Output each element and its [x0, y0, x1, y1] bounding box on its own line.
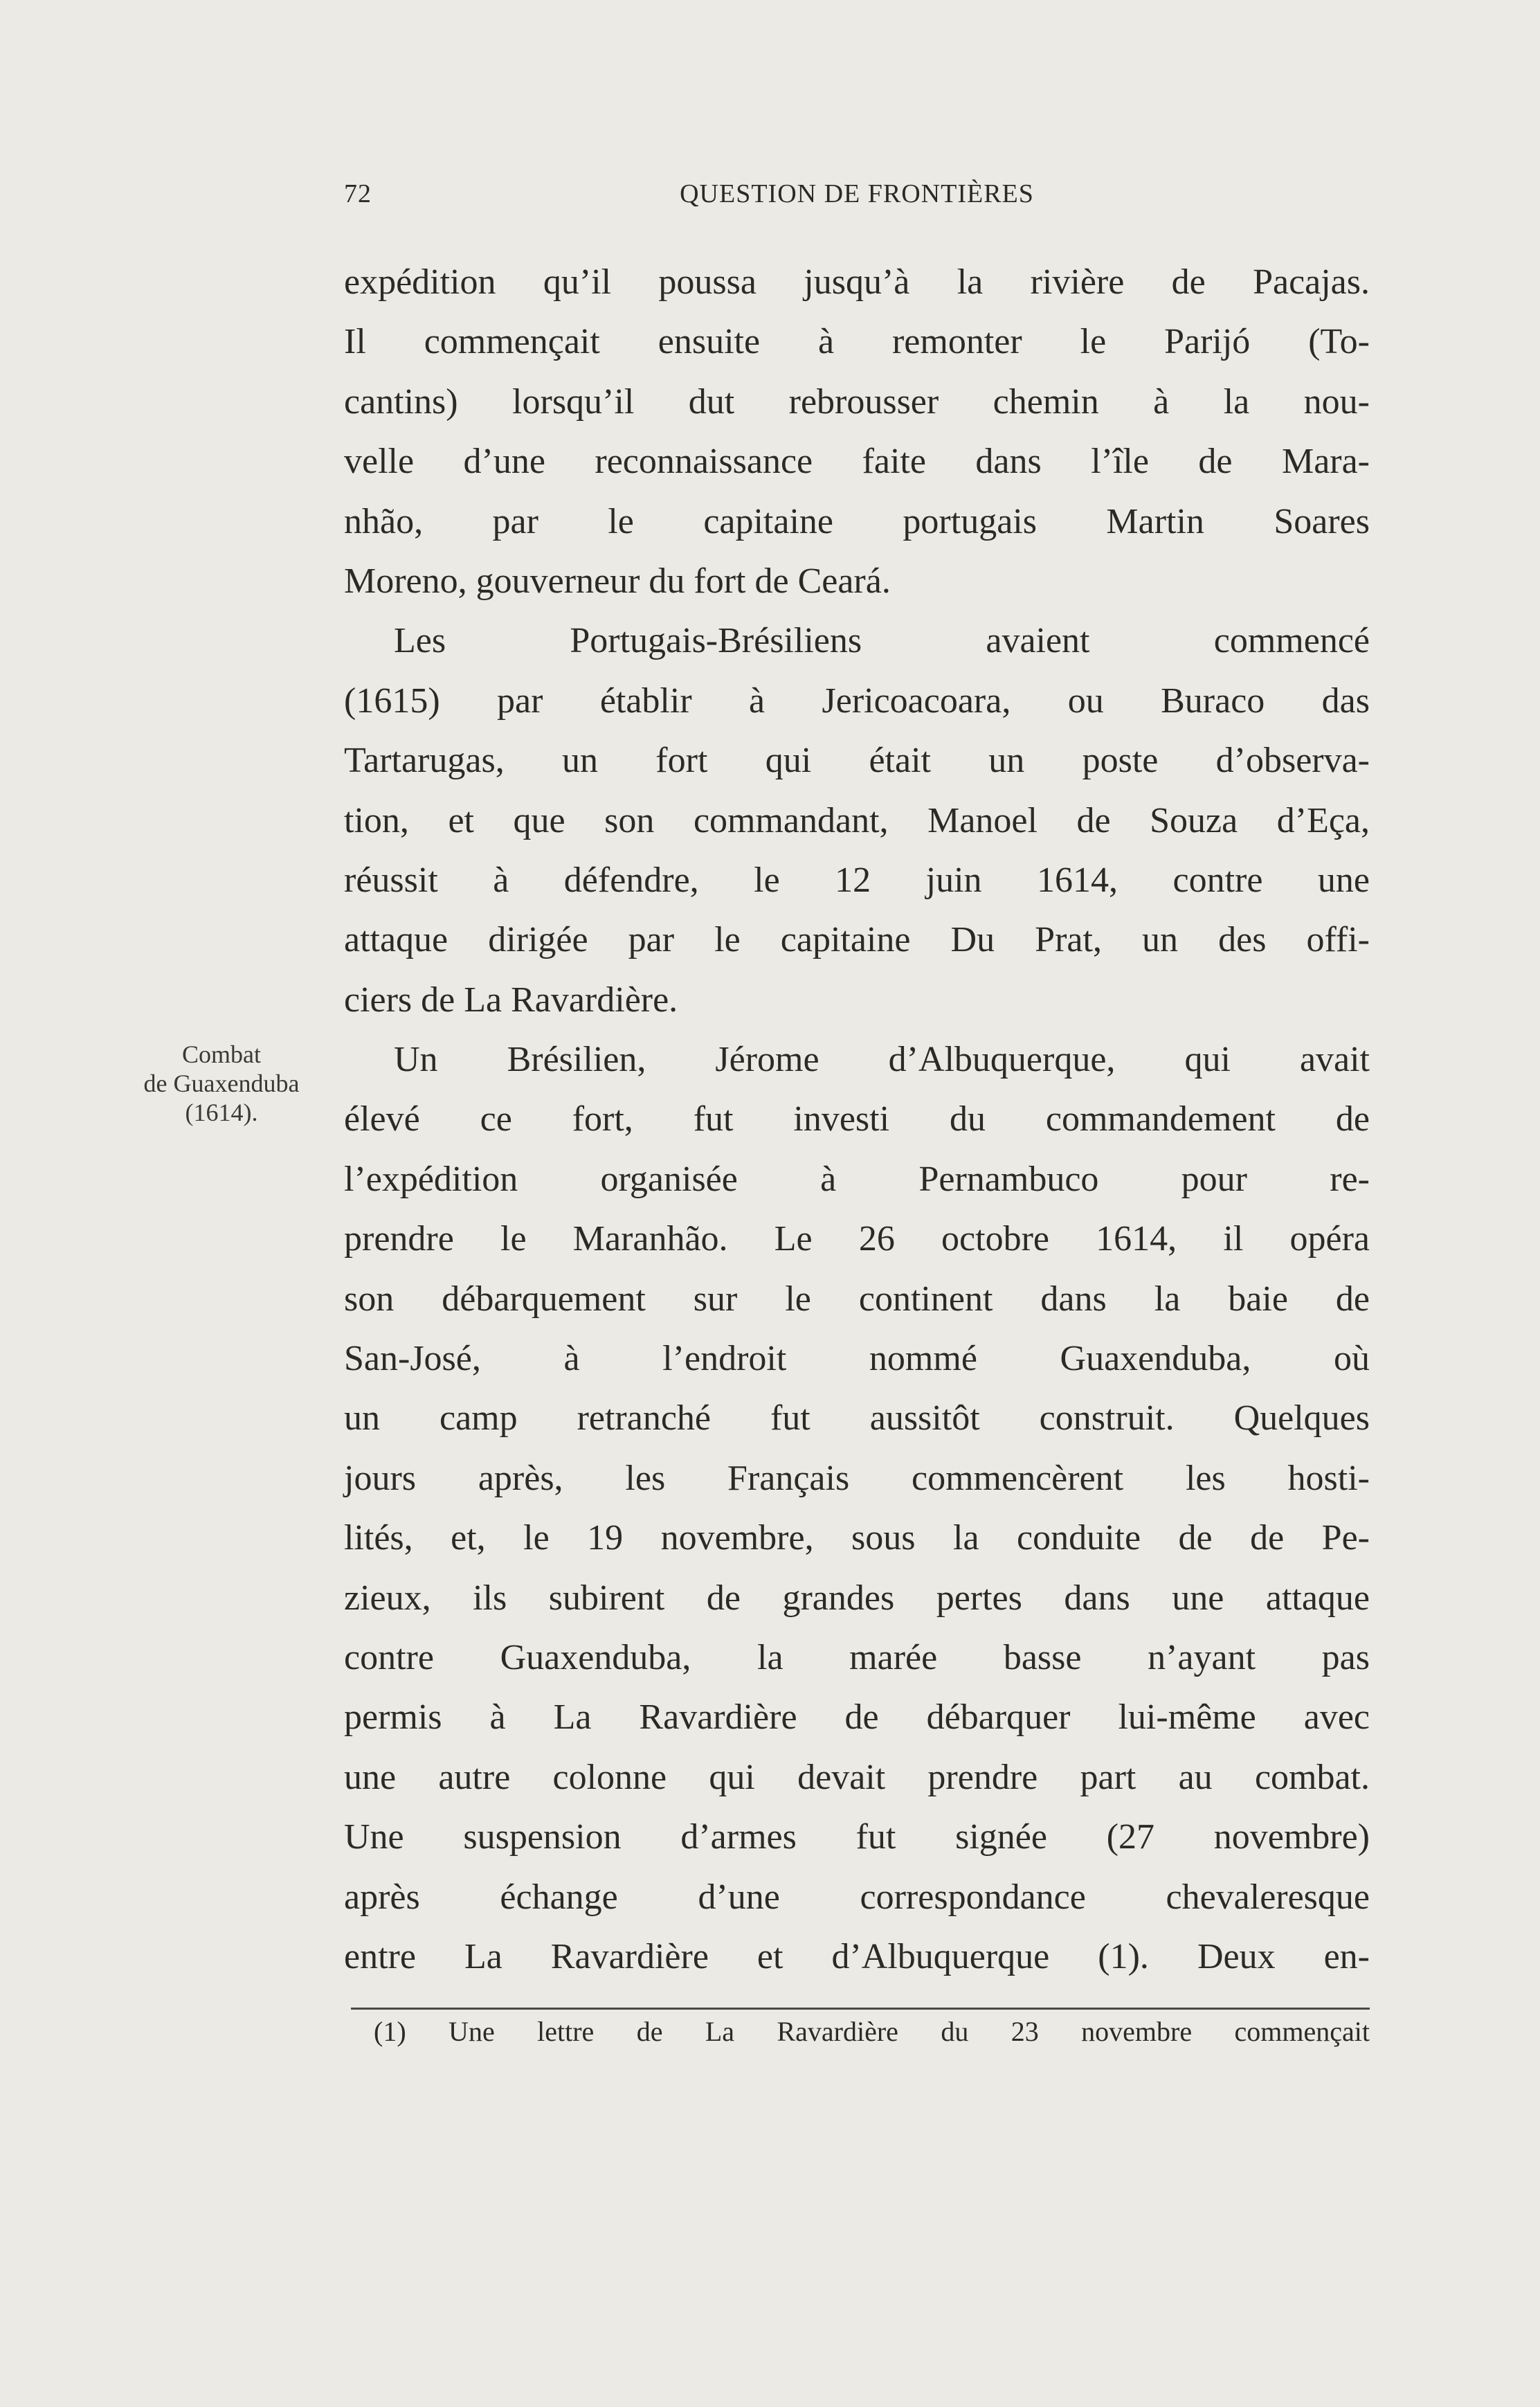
text-line: nhão, par le capitaine portugais Martin Soares [344, 501, 1370, 541]
text-line: prendre le Maranhão. Le 26 octobre 1614, il opéra [344, 1219, 1370, 1259]
text-line: son débarquement sur le continent dans la baie de [344, 1279, 1370, 1319]
text-line: Les Portugais-Brésiliens avaient commencé [394, 621, 1370, 661]
text-line: après échange d’une correspondance chevaleresque [344, 1877, 1370, 1917]
text-line: expédition qu’il poussa jusqu’à la rivière de Pacajas. [344, 262, 1370, 302]
text-line: un camp retranché fut aussitôt construit. Quelques [344, 1398, 1370, 1439]
text-line: contre Guaxenduba, la marée basse n’ayant pas [344, 1637, 1370, 1677]
text-line: l’expédition organisée à Pernambuco pour re- [344, 1159, 1370, 1199]
running-head [344, 179, 1370, 220]
text-line: tion, et que son commandant, Manoel de Souza d’Eça, [344, 800, 1370, 840]
margin-note-line: Combat [182, 1040, 261, 1068]
running-title: QUESTION DE FRONTIÈRES [680, 179, 1034, 208]
text-line: attaque dirigée par le capitaine Du Prat, un des offi- [344, 920, 1370, 960]
text-line: cantins) lorsqu’il dut rebrousser chemin à la nou- [344, 381, 1370, 422]
page-number: 72 [344, 179, 372, 208]
text-line: Un Brésilien, Jérome d’Albuquerque, qui avait [394, 1040, 1370, 1080]
text-line: lités, et, le 19 novembre, sous la conduite de de Pe- [344, 1518, 1370, 1558]
footnote-rule [351, 2008, 1370, 2010]
text-line: entre La Ravardière et d’Albuquerque (1). Deux en- [344, 1936, 1370, 1976]
text-line: Une suspension d’armes fut signée (27 novembre) [344, 1817, 1370, 1857]
text-line: (1615) par établir à Jericoacoara, ou Buraco das [344, 680, 1370, 721]
body-text [344, 253, 1370, 1987]
text-line: jours après, les Français commencèrent les hosti- [344, 1458, 1370, 1498]
text-line: Il commençait ensuite à remonter le Parijó (To- [344, 322, 1370, 362]
text-line: Moreno, gouverneur du fort de Ceará. [344, 561, 891, 601]
margin-note [118, 1040, 325, 1127]
text-line: réussit à défendre, le 12 juin 1614, contre une [344, 860, 1370, 900]
text-line: permis à La Ravardière de débarquer lui-même avec [344, 1697, 1370, 1738]
text-line: ciers de La Ravardière. [344, 980, 678, 1020]
margin-note-line: de Guaxenduba [143, 1070, 300, 1097]
footnote: (1) Une lettre de La Ravardière du 23 novembre commençait [374, 2016, 1370, 2047]
margin-note-line: (1614). [185, 1099, 258, 1126]
text-line: Tartarugas, un fort qui était un poste d’observa- [344, 741, 1370, 781]
text-line: San-José, à l’endroit nommé Guaxenduba, où [344, 1339, 1370, 1379]
text-line: zieux, ils subirent de grandes pertes dans une attaque [344, 1578, 1370, 1618]
text-line: élevé ce fort, fut investi du commandement de [344, 1099, 1370, 1139]
text-line: velle d’une reconnaissance faite dans l’île de Mara- [344, 442, 1370, 482]
text-line: une autre colonne qui devait prendre part au combat. [344, 1757, 1370, 1797]
